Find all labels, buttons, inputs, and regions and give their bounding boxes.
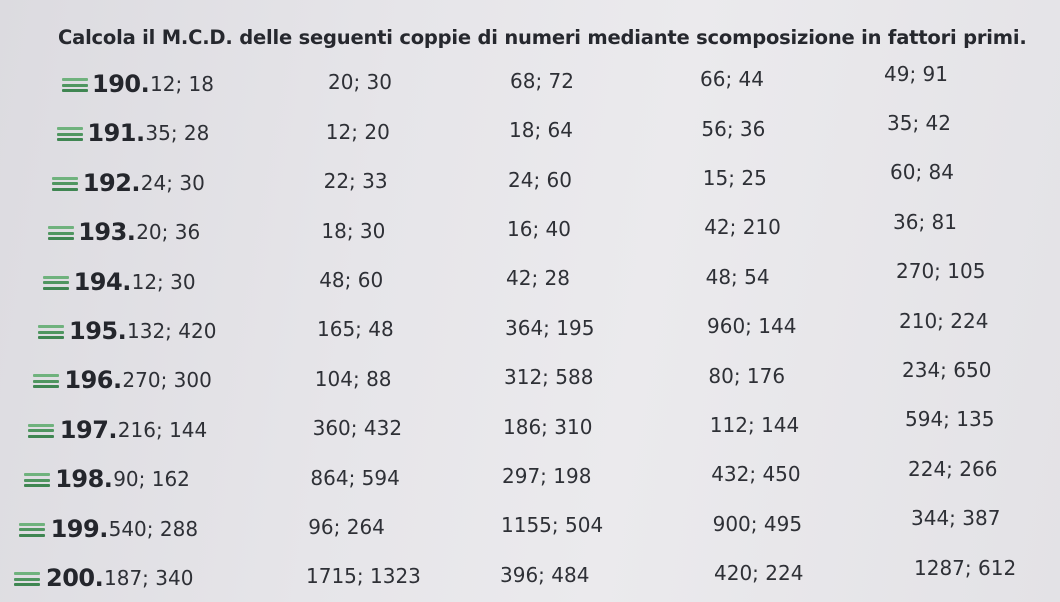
- number-pair: 60; 84: [890, 160, 954, 185]
- number-pair: 80; 176: [708, 363, 786, 388]
- number-pair: 15; 25: [702, 166, 767, 190]
- number-pair: 216; 144: [117, 417, 208, 442]
- number-pair: 420; 224: [714, 561, 804, 586]
- number-pair: 48; 60: [319, 267, 384, 292]
- number-pair: 165; 48: [317, 317, 394, 342]
- number-pair: 12; 20: [325, 119, 390, 144]
- number-pair: 49; 91: [884, 61, 948, 86]
- number-pair: 186; 310: [503, 414, 593, 439]
- number-pair: 224; 266: [908, 456, 998, 481]
- exercise-number: 191.: [87, 119, 145, 148]
- number-pair: 22; 33: [323, 169, 388, 194]
- exercise-number: 193.: [78, 218, 136, 247]
- number-pair: 12; 30: [131, 269, 196, 294]
- exercise-row: [0, 61, 1060, 104]
- exercise-row: [0, 358, 1060, 400]
- number-pair: 344; 387: [911, 506, 1001, 531]
- number-pair: 396; 484: [500, 562, 590, 587]
- difficulty-bars-icon: [62, 78, 88, 92]
- difficulty-bars-icon: [28, 424, 54, 438]
- number-pair: 35; 42: [887, 111, 951, 135]
- number-pair: 297; 198: [502, 464, 592, 488]
- number-pair: 1155; 504: [501, 513, 604, 538]
- number-pair: 66; 44: [700, 67, 764, 92]
- number-pair: 20; 36: [136, 220, 201, 245]
- number-pair: 364; 195: [505, 315, 595, 340]
- number-pair: 432; 450: [711, 462, 801, 487]
- exercise-number: 198.: [55, 465, 113, 494]
- difficulty-bars-icon: [24, 473, 50, 487]
- number-pair: 900; 495: [712, 511, 803, 536]
- number-pair: 132; 420: [127, 319, 217, 343]
- exercise-row: [0, 407, 1060, 450]
- difficulty-bars-icon: [33, 374, 59, 388]
- number-pair: 270; 300: [122, 368, 212, 393]
- difficulty-bars-icon: [43, 276, 69, 290]
- number-pair: 18; 64: [509, 118, 573, 143]
- page-title: Calcola il M.C.D. delle seguenti coppie di numeri mediante scomposizione in fattori primi.: [58, 26, 1027, 49]
- number-pair: 18; 30: [321, 218, 386, 243]
- exercise-number: 200.: [46, 564, 104, 592]
- exercise-row: [0, 259, 1060, 302]
- number-pair: 42; 210: [704, 215, 781, 240]
- exercise-row: [0, 308, 1060, 351]
- number-pair: 68; 72: [510, 68, 574, 93]
- exercise-number: 196.: [64, 366, 122, 395]
- number-pair: 36; 81: [893, 209, 957, 234]
- number-pair: 96; 264: [308, 514, 385, 539]
- exercise-number: 199.: [50, 514, 108, 543]
- number-pair: 312; 588: [504, 365, 594, 390]
- number-pair: 540; 288: [108, 516, 199, 541]
- difficulty-bars-icon: [52, 177, 78, 191]
- exercise-number: 194.: [73, 267, 131, 296]
- exercise-row: [0, 456, 1060, 499]
- difficulty-bars-icon: [57, 127, 83, 141]
- number-pair: 864; 594: [310, 465, 400, 490]
- number-pair: 24; 30: [140, 170, 205, 195]
- number-pair: 56; 36: [701, 116, 766, 141]
- number-pair: 960; 144: [707, 314, 797, 339]
- exercise-number: 197.: [59, 415, 118, 444]
- difficulty-bars-icon: [14, 572, 40, 586]
- difficulty-bars-icon: [19, 523, 45, 537]
- number-pair: 35; 28: [145, 121, 210, 146]
- exercise-number: 195.: [69, 317, 127, 345]
- difficulty-bars-icon: [48, 226, 74, 240]
- exercise-row: [0, 506, 1060, 549]
- number-pair: 360; 432: [312, 416, 403, 441]
- number-pair: 12; 18: [150, 72, 214, 96]
- number-pair: 42; 28: [506, 266, 570, 291]
- number-pair: 1287; 612: [914, 555, 1017, 580]
- number-pair: 234; 650: [902, 358, 992, 382]
- number-pair: 1715; 1323: [306, 564, 421, 589]
- exercise-row: [0, 111, 1060, 153]
- number-pair: 90; 162: [113, 467, 190, 492]
- exercise-row: [0, 555, 1060, 598]
- exercise-number: 192.: [82, 168, 141, 197]
- number-pair: 210; 224: [899, 308, 989, 333]
- number-pair: 24; 60: [508, 167, 572, 192]
- number-pair: 187; 340: [104, 566, 194, 590]
- exercise-row: [0, 209, 1060, 252]
- number-pair: 594; 135: [905, 407, 995, 432]
- exercise-row: [0, 160, 1060, 203]
- number-pair: 48; 54: [705, 264, 770, 289]
- number-pair: 112; 144: [709, 413, 800, 437]
- difficulty-bars-icon: [38, 325, 64, 339]
- exercise-number: 190.: [92, 70, 150, 98]
- number-pair: 20; 30: [328, 70, 392, 95]
- number-pair: 270; 105: [896, 259, 986, 284]
- number-pair: 16; 40: [507, 217, 571, 241]
- number-pair: 104; 88: [314, 366, 392, 391]
